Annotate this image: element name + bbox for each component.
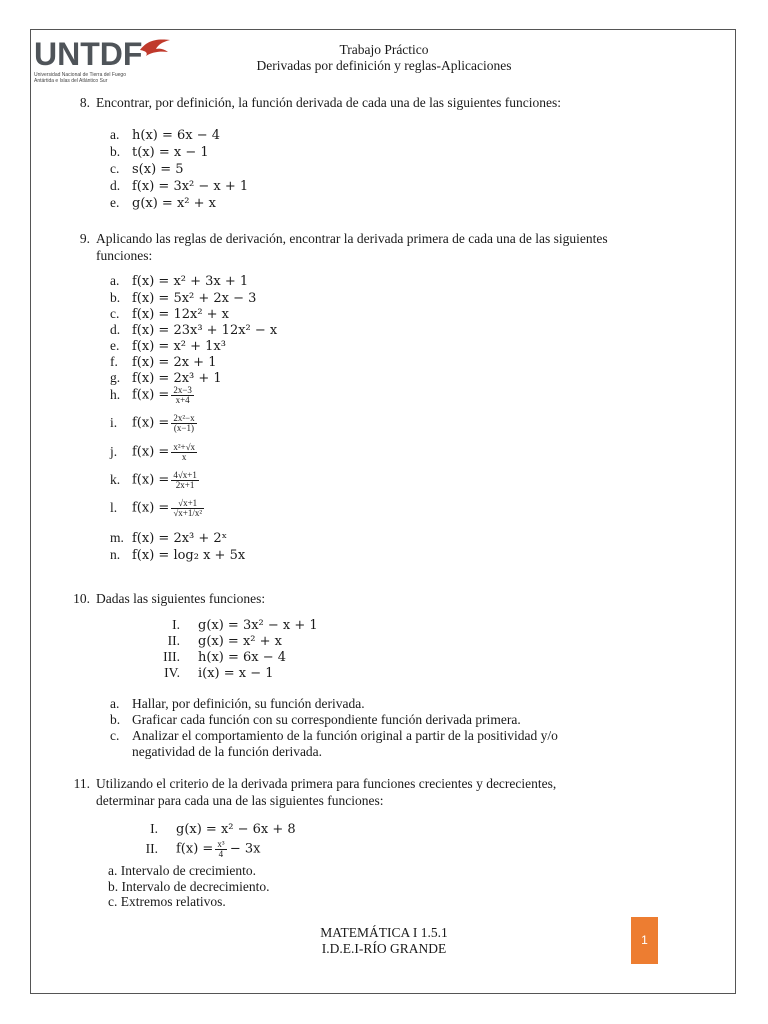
fraction: $\frac{\text{x²+√x}}{x}$ bbox=[173, 442, 196, 462]
document-header bbox=[200, 42, 568, 74]
function-item: II. g(x) = x² + x bbox=[167, 633, 282, 649]
fraction: $\frac{4√x+1}{2x+1}$ bbox=[173, 470, 197, 490]
question-text: Dadas las siguientes funciones: bbox=[96, 591, 266, 606]
question-number: 11. bbox=[73, 776, 90, 791]
fraction: $\frac{√x+1}{\text{√x+1/x²}}$ bbox=[173, 498, 203, 518]
list-item: e. f(x) = x² + 1x³ bbox=[110, 338, 226, 354]
list-item: b. t(x) = x − 1 bbox=[110, 144, 209, 160]
list-item: b. Graficar cada función con su correspondiente función derivada primera. bbox=[110, 712, 521, 727]
fraction: $\frac{2x-3}{x+4}$ bbox=[173, 385, 192, 405]
list-item: d. f(x) = 23x³ + 12x² − x bbox=[110, 322, 278, 338]
untdf-logo bbox=[34, 36, 170, 88]
list-item: a. Intervalo de crecimiento. bbox=[108, 863, 257, 878]
bird-icon bbox=[138, 36, 172, 62]
list-item: n. f(x) = log₂ x + 5x bbox=[110, 547, 246, 563]
list-item: d. f(x) = 3x² − x + 1 bbox=[110, 178, 249, 194]
page-number-badge: 1 bbox=[631, 917, 658, 964]
question-number: 10. bbox=[73, 591, 90, 606]
fraction: $\frac{\text{x³}}{4}$ bbox=[217, 839, 225, 859]
function-item: III. h(x) = 6x − 4 bbox=[163, 649, 287, 665]
logo-subtitle: Universidad Nacional de Tierra del Fuego Antártida e Islas del Atlántico Sur bbox=[34, 72, 126, 84]
footer-institute: I.D.E.I-RÍO GRANDE bbox=[321, 941, 447, 956]
question-number: 8. bbox=[79, 95, 90, 110]
function-item: I. g(x) = 3x² − x + 1 bbox=[172, 617, 318, 633]
list-item: c. f(x) = 12x² + x bbox=[110, 306, 230, 322]
list-item: l. f(x) = $\frac{√x+1}{\text{√x+1/x²}}$ bbox=[110, 498, 203, 518]
fraction: $\frac{\text{2x²−x}}{(x-1)}$ bbox=[173, 413, 195, 433]
function-item: II. f(x) = $\frac{\text{x³}}{4}$ − 3x bbox=[145, 839, 261, 859]
list-item: e. g(x) = x² + x bbox=[110, 195, 216, 211]
list-item: j. f(x) = $\frac{\text{x²+√x}}{x}$ bbox=[110, 442, 196, 462]
list-item: i. f(x) = $\frac{\text{2x²−x}}{(x-1)}$ bbox=[110, 413, 195, 433]
list-item-cont: negatividad de la función derivada. bbox=[132, 744, 323, 759]
question-text-cont: determinar para cada una de las siguientes funciones: bbox=[96, 793, 384, 808]
list-item: c. Extremos relativos. bbox=[108, 894, 226, 909]
list-item: b. Intervalo de decrecimiento. bbox=[108, 879, 270, 894]
list-item: m. f(x) = 2x³ + 2ˣ bbox=[110, 530, 228, 546]
list-item: h. f(x) = $\frac{2x-3}{x+4}$ bbox=[110, 385, 192, 405]
list-item: c. s(x) = 5 bbox=[110, 161, 184, 177]
list-item: a. Hallar, por definición, su función derivada. bbox=[110, 696, 365, 711]
list-item: a. h(x) = 6x − 4 bbox=[110, 127, 221, 143]
logo-text: UNTDF bbox=[34, 36, 143, 72]
question-text: Encontrar, por definición, la función derivada de cada una de las siguientes funciones: bbox=[96, 95, 562, 110]
question-text: Utilizando el criterio de la derivada primera para funciones crecientes y decrecientes, bbox=[96, 776, 557, 791]
list-item: c. Analizar el comportamiento de la función original a partir de la positividad y/o bbox=[110, 728, 558, 743]
list-item: b. f(x) = 5x² + 2x − 3 bbox=[110, 290, 257, 306]
list-item: f. f(x) = 2x + 1 bbox=[110, 354, 217, 370]
list-item: k. f(x) = $\frac{4√x+1}{2x+1}$ bbox=[110, 470, 197, 490]
header-subtitle: Derivadas por definición y reglas-Aplicaciones bbox=[256, 58, 512, 73]
list-item: g. f(x) = 2x³ + 1 bbox=[110, 370, 222, 386]
question-text: Aplicando las reglas de derivación, encontrar la derivada primera de cada una de las siguientes bbox=[96, 231, 608, 246]
list-item: a. f(x) = x² + 3x + 1 bbox=[110, 273, 249, 289]
header-title: Trabajo Práctico bbox=[339, 42, 429, 57]
document-footer bbox=[250, 925, 518, 957]
function-item: IV. i(x) = x − 1 bbox=[164, 665, 274, 681]
question-number: 9. bbox=[79, 231, 90, 246]
function-item: I. g(x) = x² − 6x + 8 bbox=[150, 821, 296, 837]
footer-course: MATEMÁTICA I 1.5.1 bbox=[320, 925, 448, 940]
question-text-cont: funciones: bbox=[96, 248, 153, 263]
